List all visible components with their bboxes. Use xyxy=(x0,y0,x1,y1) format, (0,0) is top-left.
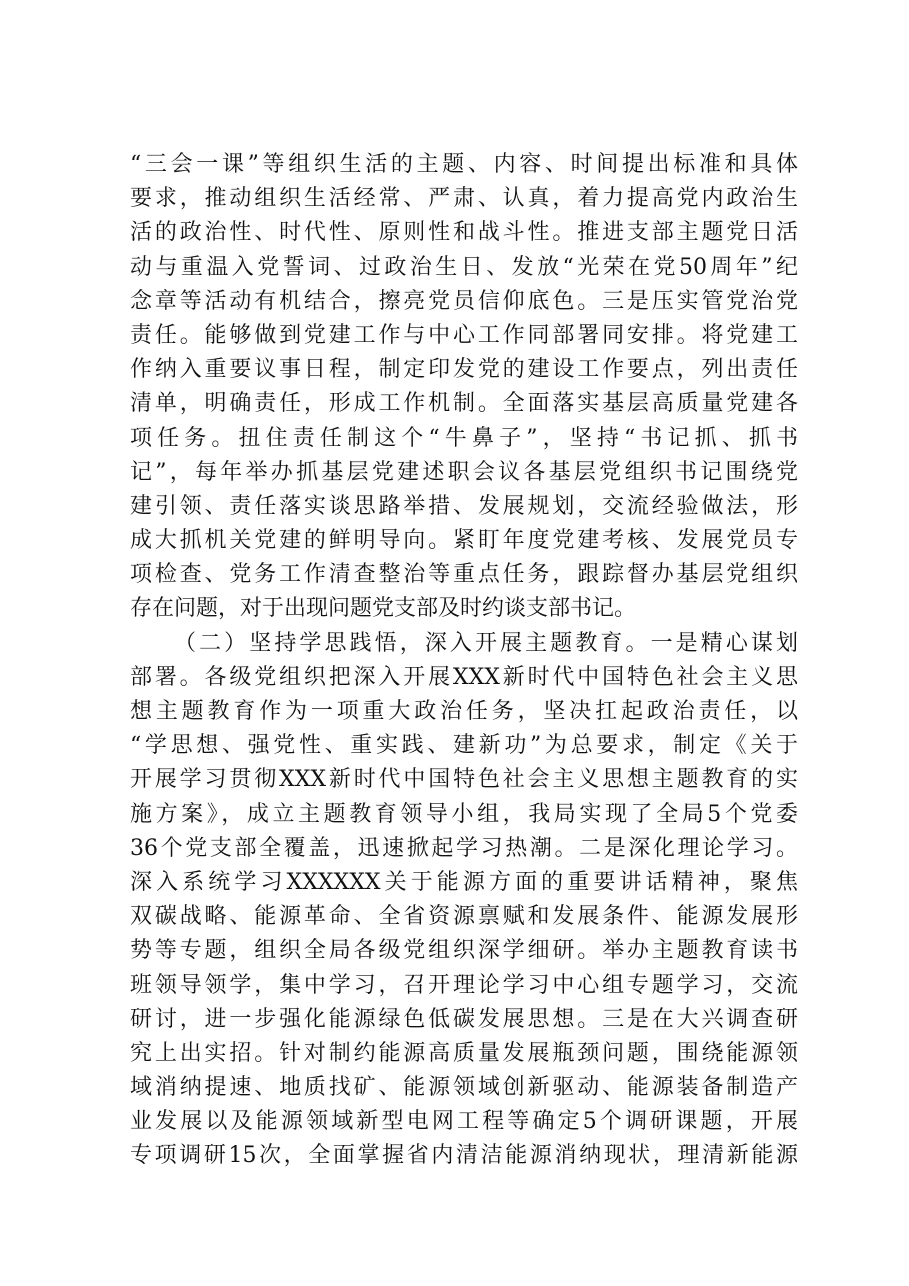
text-line: 想主题教育作为一项重大政治任务，坚决扛起政治责任，以 xyxy=(130,699,798,724)
text-line: 研讨，进一步强化能源绿色低碳发展思想。三是在大兴调查研 xyxy=(130,1006,798,1032)
text-line: 建引领、责任落实谈思路举措、发展规划，交流经验做法，形 xyxy=(130,493,798,519)
text-line: 部署。各级党组织把深入开展XXX新时代中国特色社会主义思 xyxy=(130,664,798,690)
text-line: 专项调研15次，全面掌握省内清洁能源消纳现状，理清新能源 xyxy=(130,1143,798,1169)
text-line: “三会一课”等组织生活的主题、内容、时间提出标准和具体 xyxy=(130,152,798,177)
text-line: 记”，每年举办抓基层党建述职会议各基层党组织书记围绕党 xyxy=(130,459,798,485)
text-line: 势等专题，组织全局各级党组织深学细研。举办主题教育读书 xyxy=(130,938,798,964)
text-line: 开展学习贯彻XXX新时代中国特色社会主义思想主题教育的实 xyxy=(130,767,798,793)
text-line: 存在问题，对于出现问题党支部及时约谈支部书记。 xyxy=(130,596,637,622)
text-line: 项检查、党务工作清查整治等重点任务，跟踪督办基层党组织 xyxy=(130,562,798,588)
text-line: 活的政治性、时代性、原则性和战斗性。推进支部主题党日活 xyxy=(130,220,798,246)
text-line: 清单，明确责任，形成工作机制。全面落实基层高质量党建各 xyxy=(130,391,798,417)
text-line: 双碳战略、能源革命、全省资源禀赋和发展条件、能源发展形 xyxy=(130,904,798,930)
text-line: 班领导领学，集中学习，召开理论学习中心组专题学习，交流 xyxy=(130,972,798,998)
text-line: 责任。能够做到党建工作与中心工作同部署同安排。将党建工 xyxy=(130,322,798,348)
text-line: 施方案》，成立主题教育领导小组，我局实现了全局5个党委 xyxy=(130,801,798,827)
text-line: 念章等活动有机结合，擦亮党员信仰底色。三是压实管党治党 xyxy=(130,288,798,314)
text-line: 业发展以及能源领域新型电网工程等确定5个调研课题，开展 xyxy=(130,1109,798,1135)
text-line: 动与重温入党誓词、过政治生日、发放“光荣在党50周年”纪 xyxy=(130,254,798,280)
text-line: 域消纳提速、地质找矿、能源领域创新驱动、能源装备制造产 xyxy=(130,1075,798,1101)
text-line: 深入系统学习XXXXXX关于能源方面的重要讲话精神，聚焦 xyxy=(130,869,798,895)
body-text xyxy=(130,148,798,1174)
text-line: 作纳入重要议事日程，制定印发党的建设工作要点，列出责任 xyxy=(130,357,798,383)
text-line: “学思想、强党性、重实践、建新功”为总要求，制定《关于 xyxy=(130,733,798,759)
text-line: 项任务。扭住责任制这个“牛鼻子”，坚持“书记抓、抓书 xyxy=(130,425,798,451)
text-line: 究上出实招。针对制约能源高质量发展瓶颈问题，围绕能源领 xyxy=(130,1040,798,1066)
text-line: 成大抓机关党建的鲜明导向。紧盯年度党建考核、发展党员专 xyxy=(130,528,798,554)
section-heading-line: （二）坚持学思践悟，深入开展主题教育。一是精心谋划 xyxy=(174,630,798,656)
text-line: 36个党支部全覆盖，迅速掀起学习热潮。二是深化理论学习。 xyxy=(130,835,798,861)
text-line: 要求，推动组织生活经常、严肃、认真，着力提高党内政治生 xyxy=(130,186,798,212)
